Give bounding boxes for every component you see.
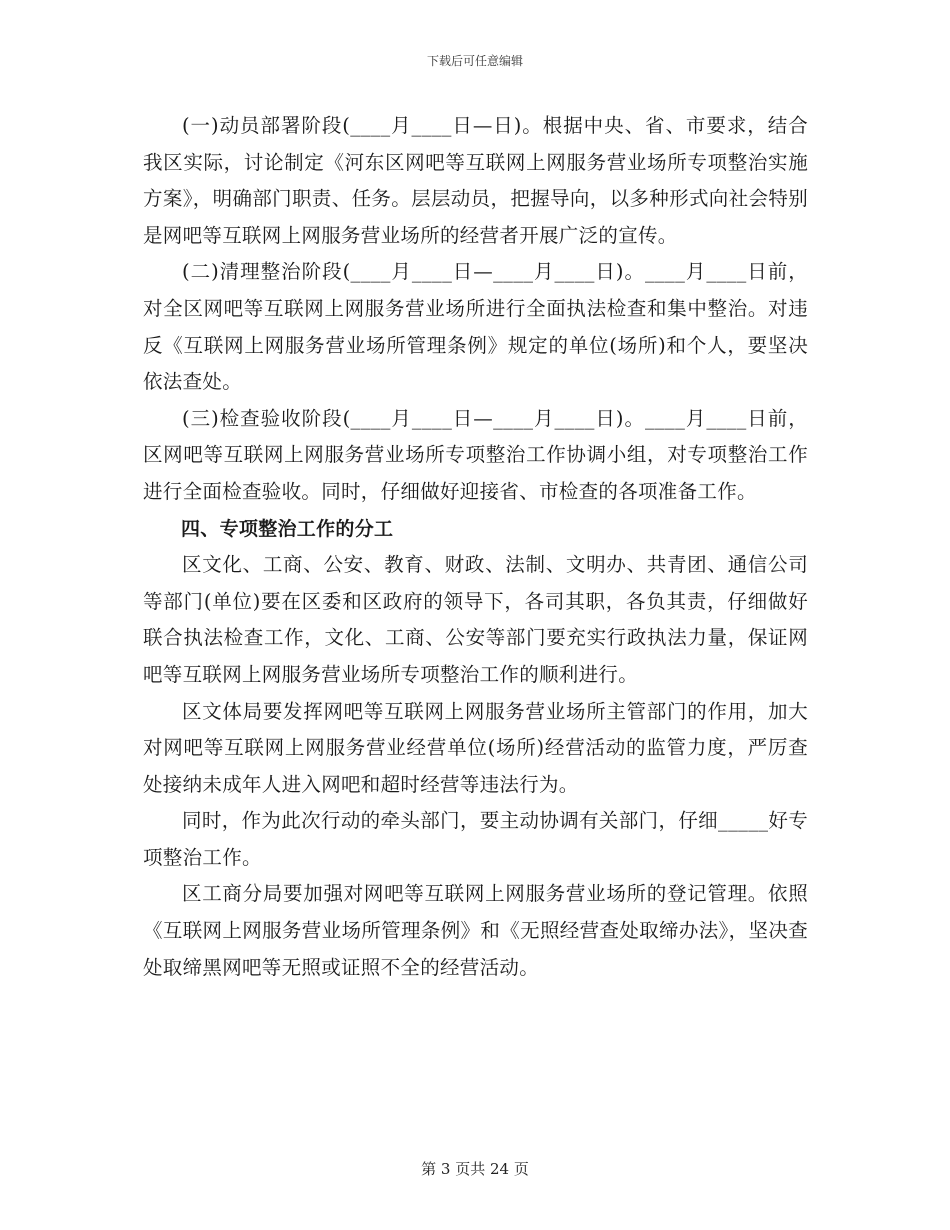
paragraph-lead-department: 同时，作为此次行动的牵头部门，要主动协调有关部门，仔细_____好专项整治工作。: [143, 809, 808, 869]
page-number: 第 3 页共 24 页: [421, 1160, 529, 1178]
paragraph-cleanup-stage: (二)清理整治阶段(____月____日—____月____日)。____月____日前，对全区网吧等互联网上网服务营业场所进行全面执法检查和集中整治。对违反《互联网上网服务营业场所管理条例》规定的单位(场所)和个人，要坚决依法查处。: [143, 260, 808, 394]
paragraph-mobilization-stage: (一)动员部署阶段(____月____日—日)。根据中央、省、市要求，结合我区实际，讨论制定《河东区网吧等互联网上网服务营业场所专项整治实施方案》，明确部门职责、任务。层层动员，把握导向，以多种形式向社会特别是网吧等互联网上网服务营业场所的经营者开展广泛的宣传。: [143, 114, 808, 247]
paragraph-commerce-bureau: 区工商分局要加强对网吧等互联网上网服务营业场所的登记管理。依照《互联网上网服务营业场所管理条例》和《无照经营查处取缔办法》，坚决查处取缔黑网吧等无照或证照不全的经营活动。: [143, 882, 808, 979]
section-heading-division-of-work: 四、专项整治工作的分工: [181, 517, 394, 540]
paragraph-inspection-stage: (三)检查验收阶段(____月____日—____月____日)。____月____日前，区网吧等互联网上网服务营业场所专项整治工作协调小组，对专项整治工作进行全面检查验收。同时，仔细做好迎接省、市检查的各项准备工作。: [143, 406, 808, 503]
paragraph-departments-duties: 区文化、工商、公安、教育、财政、法制、文明办、共青团、通信公司等部门(单位)要在区委和区政府的领导下，各司其职，各负其责，仔细做好联合执法检查工作，文化、工商、公安等部门要充实行政执法力量，保证网吧等互联网上网服务营业场所专项整治工作的顺利进行。: [143, 553, 808, 686]
page-header: 下载后可任意编辑: [426, 54, 523, 68]
paragraph-culture-bureau: 区文体局要发挥网吧等互联网上网服务营业场所主管部门的作用，加大对网吧等互联网上网服务营业经营单位(场所)经营活动的监管力度，严厉查处接纳未成年人进入网吧和超时经营等违法行为。: [143, 699, 808, 796]
document-body: [143, 108, 808, 986]
